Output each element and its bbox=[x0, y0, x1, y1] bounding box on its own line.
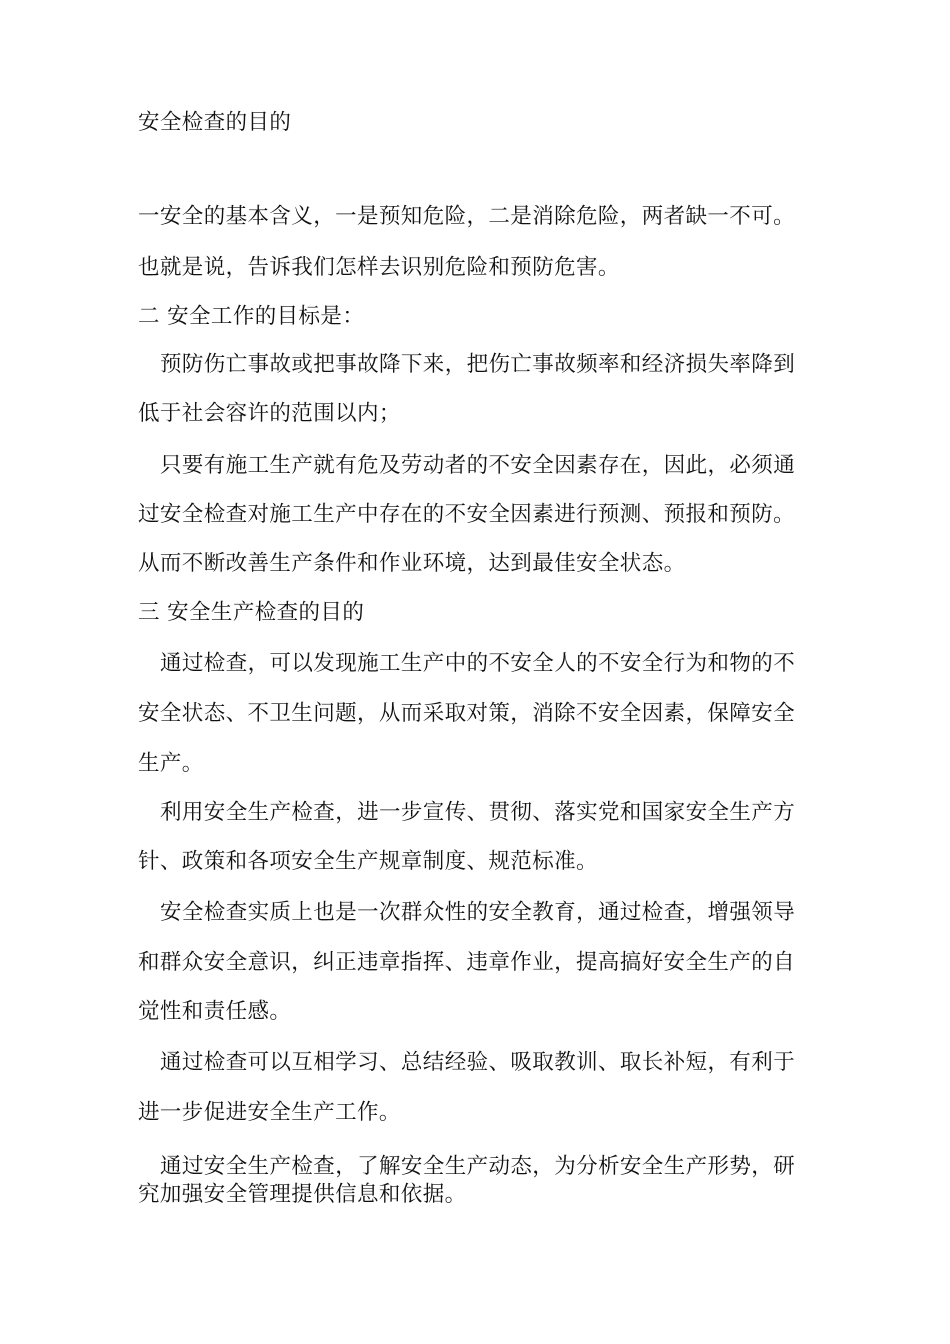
section-heading: 三 安全生产检查的目的 bbox=[138, 600, 365, 625]
text-line: 过安全检查对施工生产中存在的不安全因素进行预测、预报和预防。 bbox=[138, 502, 796, 527]
text-line: 通过安全生产检查，了解安全生产动态，为分析安全生产形势，研 bbox=[160, 1154, 796, 1179]
text-line: 利用安全生产检查，进一步宣传、贯彻、落实党和国家安全生产方 bbox=[160, 800, 796, 825]
text-line: 和群众安全意识，纠正违章指挥、违章作业，提高搞好安全生产的自 bbox=[138, 950, 796, 975]
text-line: 只要有施工生产就有危及劳动者的不安全因素存在，因此，必须通 bbox=[160, 453, 796, 478]
text-line: 低于社会容许的范围以内； bbox=[138, 401, 401, 426]
text-line: 进一步促进安全生产工作。 bbox=[138, 1100, 401, 1125]
text-line: 安全检查实质上也是一次群众性的安全教育，通过检查，增强领导 bbox=[160, 900, 796, 925]
text-line: 一安全的基本含义，一是预知危险，二是消除危险，两者缺一不可。 bbox=[138, 204, 796, 229]
text-line: 从而不断改善生产条件和作业环境，达到最佳安全状态。 bbox=[138, 551, 686, 576]
text-line: 通过检查，可以发现施工生产中的不安全人的不安全行为和物的不 bbox=[160, 651, 796, 676]
text-line: 也就是说，告诉我们怎样去识别危险和预防危害。 bbox=[138, 255, 620, 280]
text-line: 觉性和责任感。 bbox=[138, 999, 292, 1024]
document-title: 安全检查的目的 bbox=[138, 110, 292, 135]
text-line: 安全状态、不卫生问题，从而采取对策，消除不安全因素，保障安全 bbox=[138, 701, 796, 726]
text-line: 预防伤亡事故或把事故降下来，把伤亡事故频率和经济损失率降到 bbox=[160, 352, 796, 377]
section-heading: 二 安全工作的目标是： bbox=[138, 304, 365, 329]
text-line: 究加强安全管理提供信息和依据。 bbox=[138, 1182, 467, 1207]
text-line: 通过检查可以互相学习、总结经验、吸取教训、取长补短，有利于 bbox=[160, 1050, 796, 1075]
text-line: 针、政策和各项安全生产规章制度、规范标准。 bbox=[138, 849, 598, 874]
text-line: 生产。 bbox=[138, 751, 204, 776]
